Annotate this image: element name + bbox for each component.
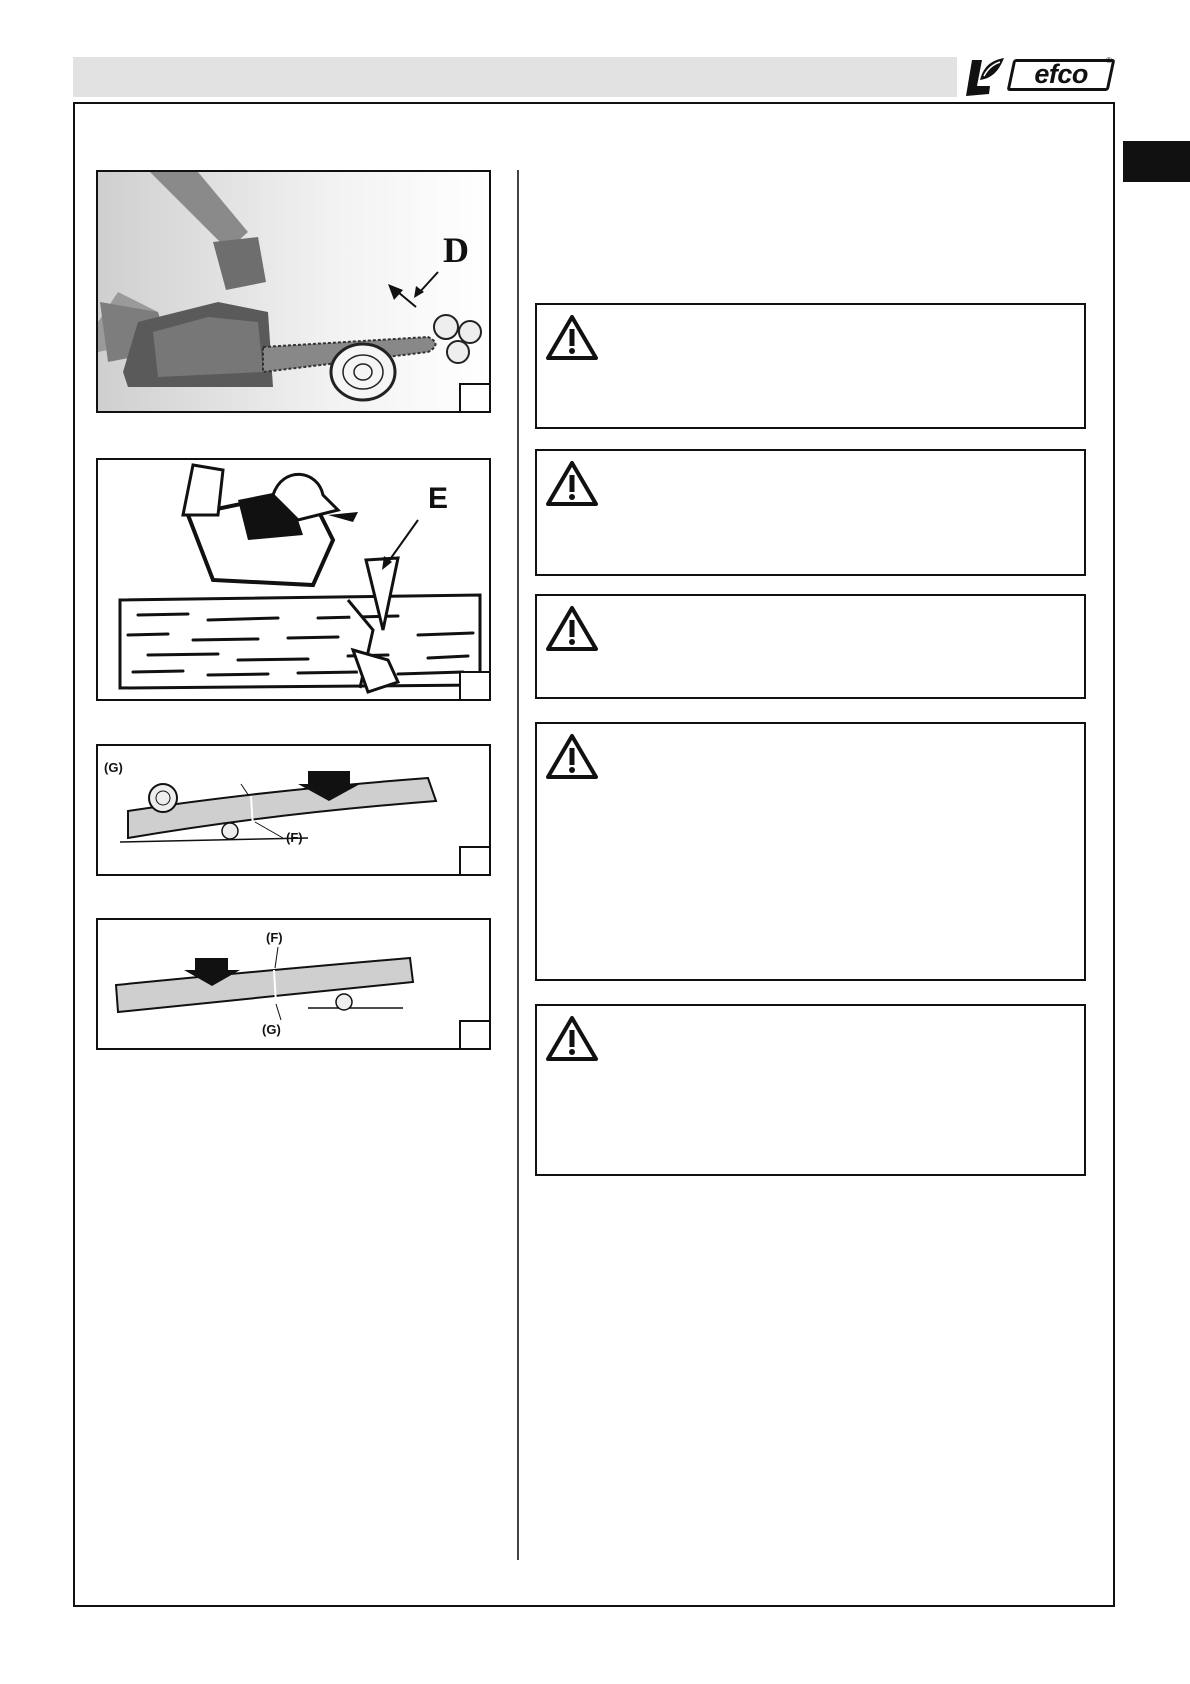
figure-log-supported-one-end [96,744,491,876]
callout-E: E [428,482,449,515]
spiked-bumper-illustration [98,460,489,699]
efco-logo [960,56,1115,98]
warning-triangle-icon [545,459,599,507]
language-tab [1123,141,1190,182]
figure-number-box [459,671,489,699]
kickback-illustration [98,172,489,411]
header-bar [73,57,957,97]
warning-box-2 [535,449,1086,576]
label-F: (F) [286,830,303,845]
brand-text: efco [1034,59,1088,89]
figure-log-supported-middle [96,918,491,1050]
warning-triangle-icon [545,1014,599,1062]
log-middle-illustration [98,920,489,1048]
efco-wordmark [1007,59,1116,91]
warning-triangle-icon [545,604,599,652]
label-G: (G) [262,1022,281,1037]
column-divider [517,170,519,1560]
warning-box-1 [535,303,1086,429]
log-one-end-illustration [98,746,489,874]
warning-box-5 [535,1004,1086,1176]
figure-number-box [459,383,489,411]
figure-kickback [96,170,491,413]
warning-box-4 [535,722,1086,981]
callout-D: D [443,230,469,270]
label-F: (F) [266,930,283,945]
warning-triangle-icon [545,732,599,780]
efco-leaf-icon [960,56,1006,98]
figure-number-box [459,846,489,874]
warning-triangle-icon [545,313,599,361]
figure-number-box [459,1020,489,1048]
label-G: (G) [104,760,123,775]
registered-mark: ® [1106,56,1112,65]
figure-spiked-bumper [96,458,491,701]
warning-box-3 [535,594,1086,699]
